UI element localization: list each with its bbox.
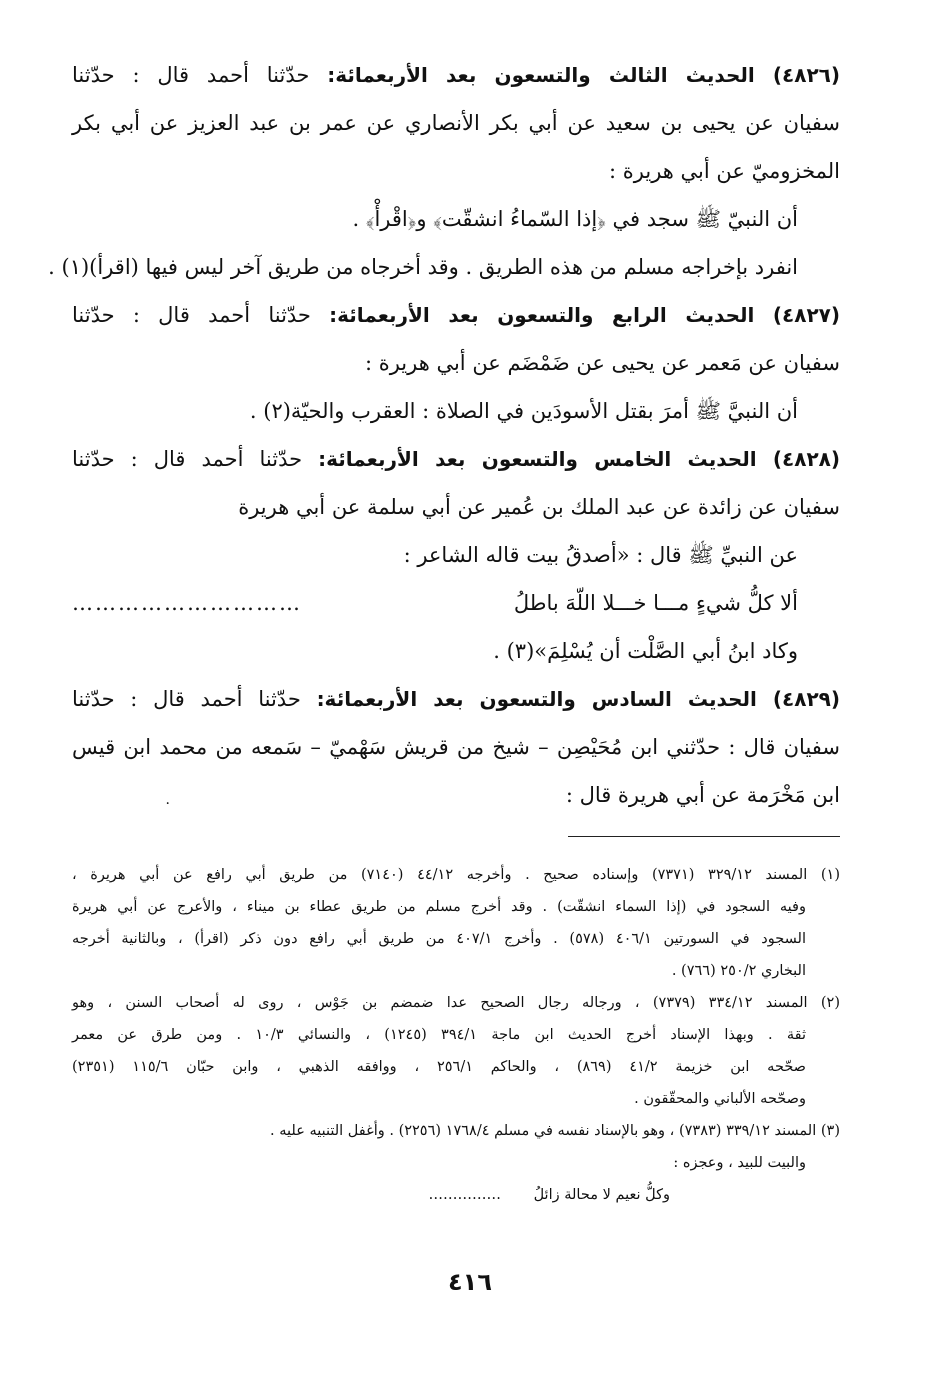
hadith-heading: (٤٨٢٧) الحديث الرابع والتسعون بعد الأربعمائة: <box>329 303 840 327</box>
hadith-heading: (٤٨٢٨) الحديث الخامس والتسعون بعد الأربعمائة: <box>318 447 840 471</box>
isnad-line: سفيان عن يحيى بن سعيد عن أبي بكر الأنصاري عن عمر بن عبد العزيز عن أبي بكر <box>72 111 840 135</box>
isnad-line: المخزوميّ عن أبي هريرة : <box>609 159 840 183</box>
isnad-line: حدّثنا أحمد قال : حدّثنا <box>72 447 303 471</box>
hadith-heading: (٤٨٢٦) الحديث الثالث والتسعون بعد الأربعمائة: <box>327 63 840 87</box>
isnad-line: حدّثنا أحمد قال : حدّثنا <box>72 63 310 87</box>
hadith-heading: (٤٨٢٩) الحديث السادس والتسعون بعد الأربعمائة: <box>316 687 841 711</box>
hadith-4826-first-line <box>72 62 840 110</box>
hadith-matn: أن النبيَّ ﷺ أمرَ بقتل الأسودَين في الصلاة : العقرب والحيّة(٢) . <box>249 399 798 423</box>
footnote-2-line: (٢) المسند ٣٣٤/١٢ (٧٣٧٩) ، ورجاله رجال الصحيح عدا ضمضم بن جَوْس ، روى له أصحاب السنن ، وهو <box>72 995 840 1011</box>
hadith-matn: عن النبيِّ ﷺ قال : «أصدقُ بيت قاله الشاعر : <box>403 543 798 567</box>
margin-mark: · <box>165 796 170 812</box>
footnote-1-line: وفيه السجود في (إذا السماء انشقّت) . وقد أخرج مسلم من طريق عطاء بن ميناء ، والأعرج عن أبي هريرة <box>72 899 806 915</box>
footnote-3-line: والبيت للبيد ، وعجزه : <box>673 1155 806 1171</box>
verse-first-hemistich: ألا كلُّ شيءٍ مـــا خـــلا اللّهَ باطلُ <box>513 591 798 615</box>
footnote-3-verse <box>72 1185 840 1217</box>
isnad-line: حدّثنا أحمد قال : حدّثنا <box>72 687 301 711</box>
isnad-line: سفيان عن زائدة عن عبد الملك بن عُمير عن أبي سلمة عن أبي هريرة <box>238 495 840 519</box>
hadith-comment: انفرد بإخراجه مسلم من هذه الطريق . وقد أخرجاه من طريق آخر ليس فيها (اقرأ)(١) . <box>48 255 798 279</box>
footnote-2-line: وصحّحه الألباني والمحقّقون . <box>634 1091 806 1107</box>
verse-dots: …………… <box>428 1187 501 1203</box>
hadith-matn: أن النبيّ ﷺ سجد في ﴿إذا السّماءُ انشقّت﴾ و﴿اقْرأْ﴾ . <box>352 207 798 231</box>
page-number: ٤١٦ <box>448 1268 492 1296</box>
hadith-4827-first-line <box>72 302 840 350</box>
footnote-2-line: ثقة . وبهذا الإسناد أخرج الحديث ابن ماجة ٣٩٤/١ (١٢٤٥) ، والنسائي ١٠/٣ . ومن طرق عن معمر <box>72 1027 806 1043</box>
footnote-1-line: السجود في السورتين ٤٠٦/١ (٥٧٨) . وأخرج ٤٠٧/١ من طريق أبي رافع دون ذكر (اقرأ) ، وبالثانية أخرجه <box>72 931 806 947</box>
verse-second-hemistich: وكلُّ نعيم لا محالة زائلُ <box>533 1187 670 1203</box>
hadith-4828-first-line <box>72 446 840 494</box>
verse-dots: ………………………… <box>72 591 302 615</box>
footnotes <box>72 865 840 1217</box>
main-text <box>48 62 841 830</box>
footnote-1-line: (١) المسند ٣٢٩/١٢ (٧٣٧١) وإسناده صحيح . وأخرجه ٤٤/١٢ (٧١٤٠) من طريق أبي رافع عن أبي هريرة ، <box>72 867 840 883</box>
isnad-line: حدّثنا أحمد قال : حدّثنا <box>72 303 311 327</box>
footnote-1-line: البخاري ٢٥٠/٢ (٧٦٦) . <box>671 963 806 979</box>
isnad-line: سفيان عن مَعمر عن يحيى عن ضَمْضَم عن أبي هريرة : <box>364 351 840 375</box>
footnote-3-line: (٣) المسند ٣٣٩/١٢ (٧٣٨٣) ، وهو بالإسناد نفسه في مسلم ١٧٦٨/٤ (٢٢٥٦) . وأغفل التنبيه عليه . <box>270 1123 840 1139</box>
poem-verse <box>72 590 840 638</box>
hadith-matn-continued: وكاد ابنُ أبي الصَّلْت أن يُسْلِمَ»(٣) . <box>493 639 798 663</box>
footnote-2-line: صحّحه ابن خزيمة ٤١/٢ (٨٦٩) ، والحاكم ٢٥٦/١ ، ووافقه الذهبي ، وابن حبّان ١١٥/٦ (٢٣٥١) <box>72 1059 806 1075</box>
hadith-4829-first-line <box>72 686 840 734</box>
isnad-line: ابن مَخْرَمة عن أبي هريرة قال : <box>565 783 840 807</box>
footnote-separator <box>568 836 840 837</box>
isnad-line: سفيان قال : حدّثني ابن مُحَيْصِن – شيخ من قريش سَهْميّ – سَمعه من محمد ابن قيس <box>72 735 840 759</box>
